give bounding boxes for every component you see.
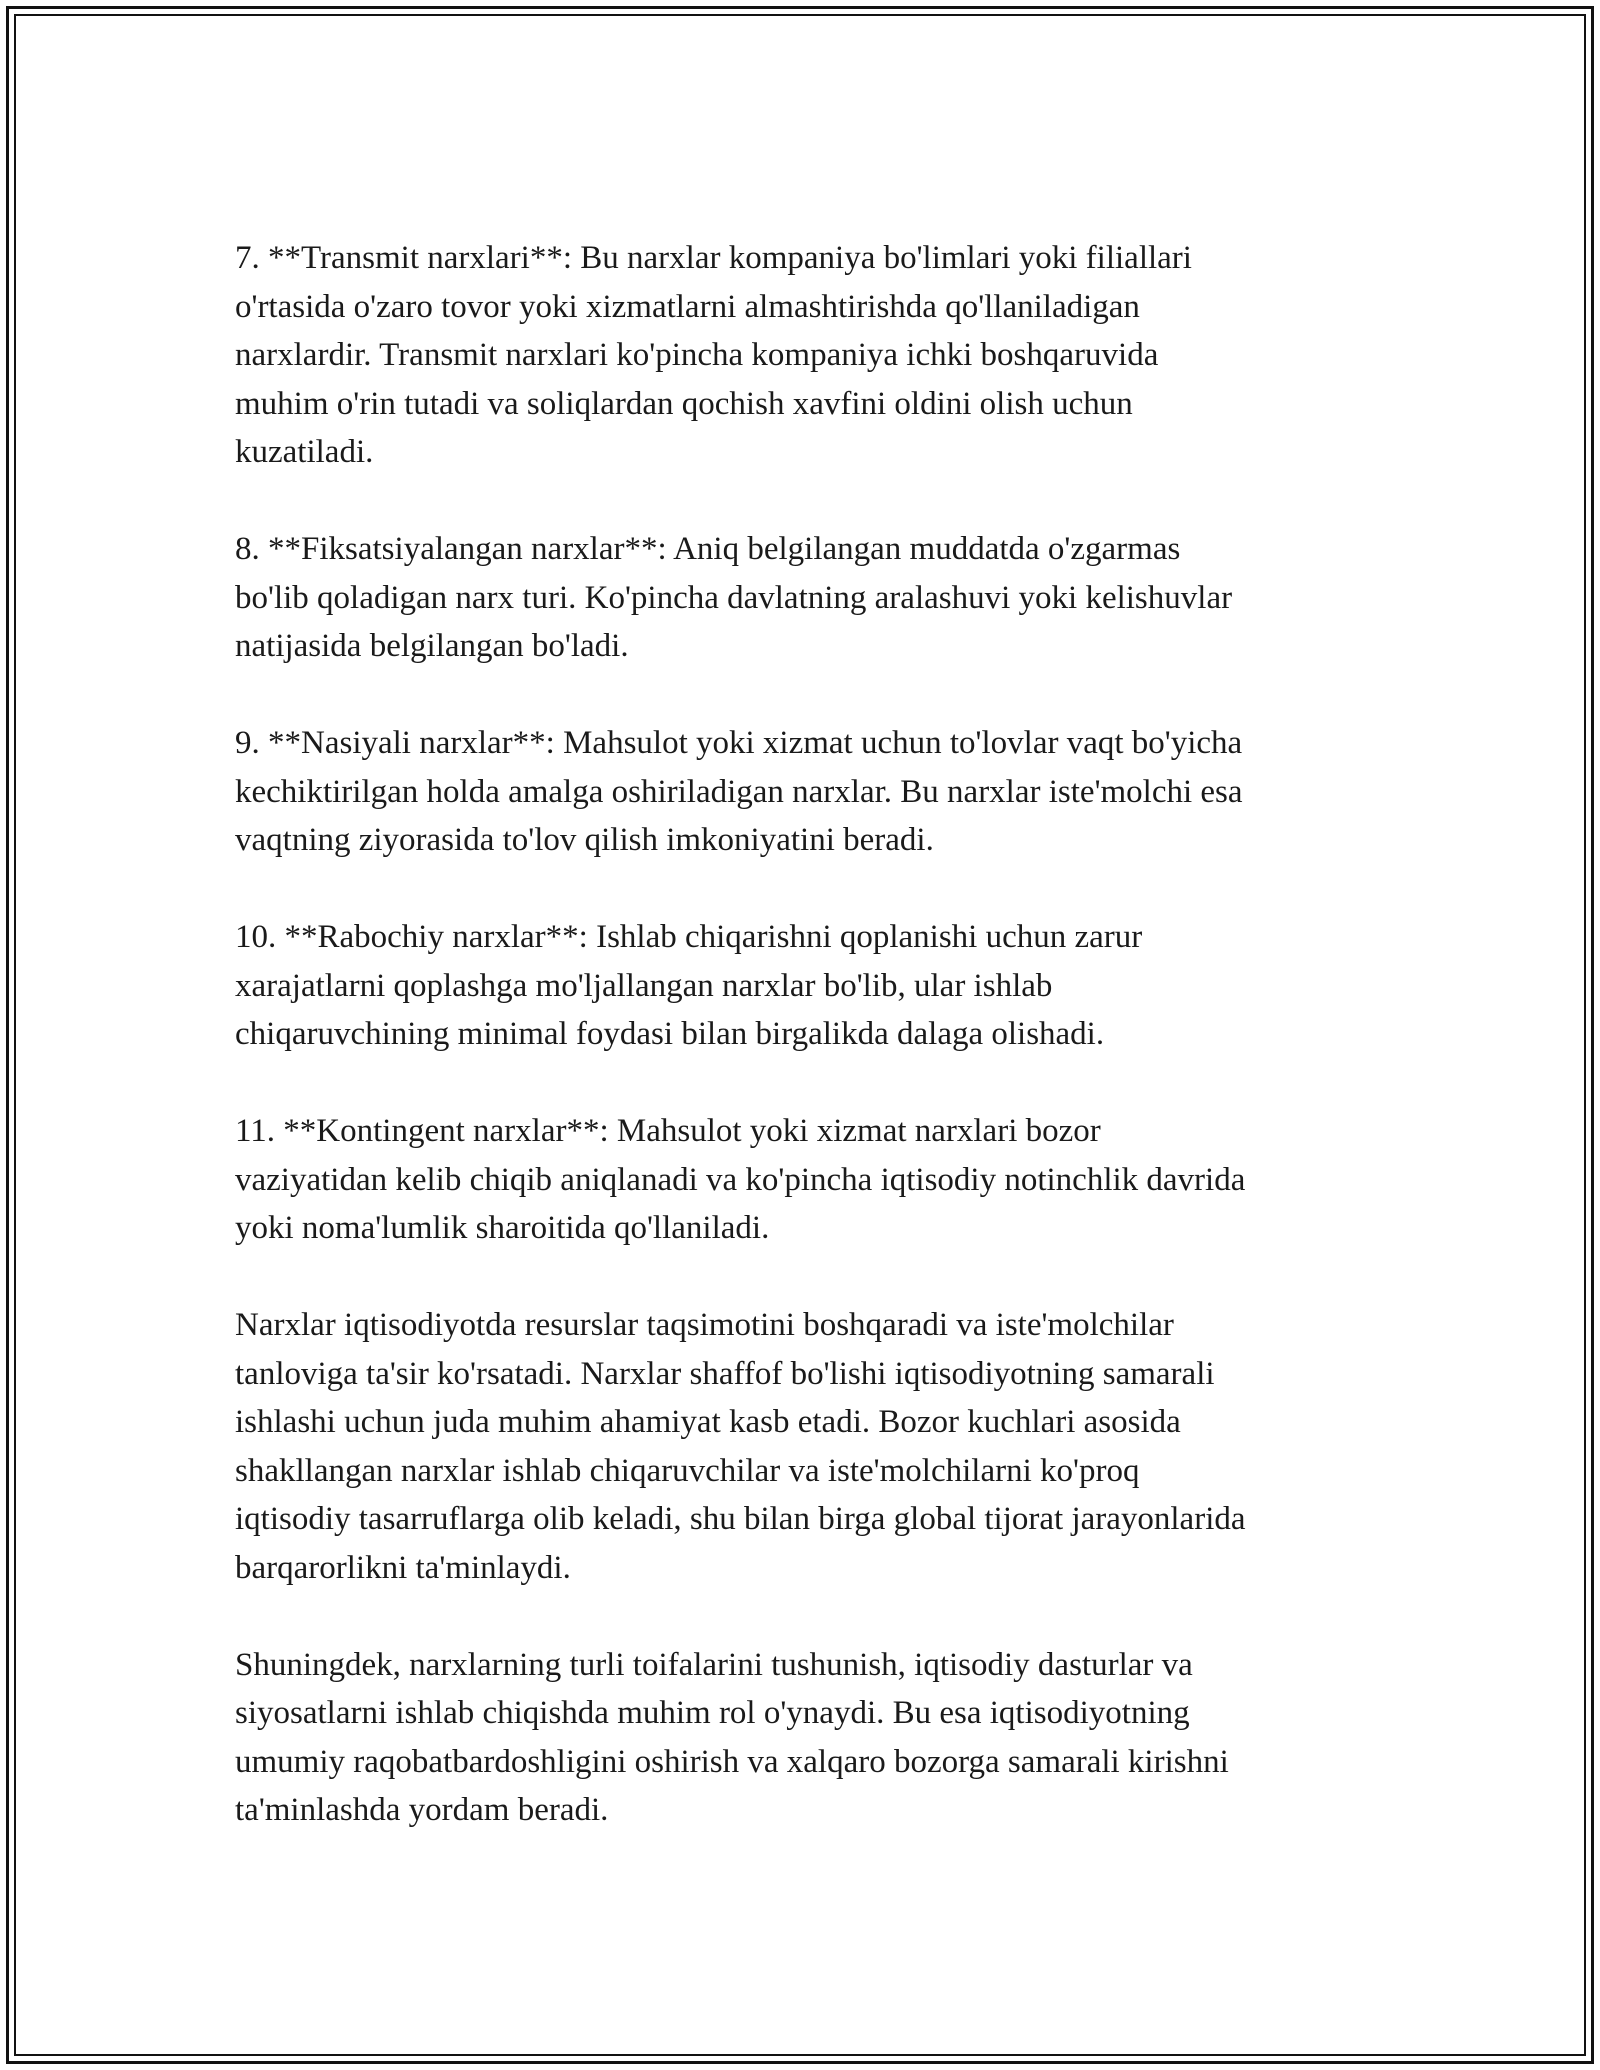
paragraph-conclusion: Shuningdek, narxlarning turli toifalarini tushunish, iqtisodiy dasturlar va siyosatlarni ishlab chiqishda muhim rol o'ynaydi. Bu esa iqtisodiyotning umumiy raqobatbardoshligini oshirish va xalqaro bozorga samarali kirishni ta'minlashda yordam beradi.	[235, 1646, 1229, 1828]
paragraph-fixed-prices: 8. **Fiksatsiyalangan narxlar**: Aniq belgilangan muddatda o'zgarmas bo'lib qoladigan narx turi. Ko'pincha davlatning aralashuvi yoki kelishuvlar natijasida belgilangan bo'ladi.	[235, 531, 1233, 664]
paragraph-transmit-prices: 7. **Transmit narxlari**: Bu narxlar kompaniya bo'limlari yoki filiallari o'rtasida o'zaro tovor yoki xizmatlarni almashtirishda qo'llaniladigan narxlardir. Transmit narxlari ko'pincha kompaniya ichki boshqaruvida muhim o'rin tutadi va soliqlardan qochish xavfini oldini olish uchun kuzatiladi.	[235, 240, 1192, 470]
document-body	[235, 234, 1370, 1883]
paragraph-working-prices: 10. **Rabochiy narxlar**: Ishlab chiqarishni qoplanishi uchun zarur xarajatlarni qoplashga mo'ljallangan narxlar bo'lib, ular ishlab chiqaruvchining minimal foydasi bilan birgalikda dalaga olishadi.	[235, 919, 1143, 1052]
paragraph-prices-role: Narxlar iqtisodiyotda resurslar taqsimotini boshqaradi va iste'molchilar tanloviga ta'sir ko'rsatadi. Narxlar shaffof bo'lishi iqtisodiyotning samarali ishlashi uchun juda muhim ahamiyat kasb etadi. Bozor kuchlari asosida shakllangan narxlar ishlab chiqaruvchilar va iste'molchilarni ko'proq iqtisodiy tasarruflarga olib keladi, shu bilan birga global tijorat jarayonlarida barqarorlikni ta'minlaydi.	[235, 1307, 1246, 1586]
paragraph-credit-prices: 9. **Nasiyali narxlar**: Mahsulot yoki xizmat uchun to'lovlar vaqt bo'yicha kechiktirilgan holda amalga oshiriladigan narxlar. Bu narxlar iste'molchi esa vaqtning ziyorasida to'lov qilish imkoniyatini beradi.	[235, 725, 1243, 858]
paragraph-contingent-prices: 11. **Kontingent narxlar**: Mahsulot yoki xizmat narxlari bozor vaziyatidan kelib chiqib aniqlanadi va ko'pincha iqtisodiy notinchlik davrida yoki noma'lumlik sharoitida qo'llaniladi.	[235, 1113, 1246, 1246]
